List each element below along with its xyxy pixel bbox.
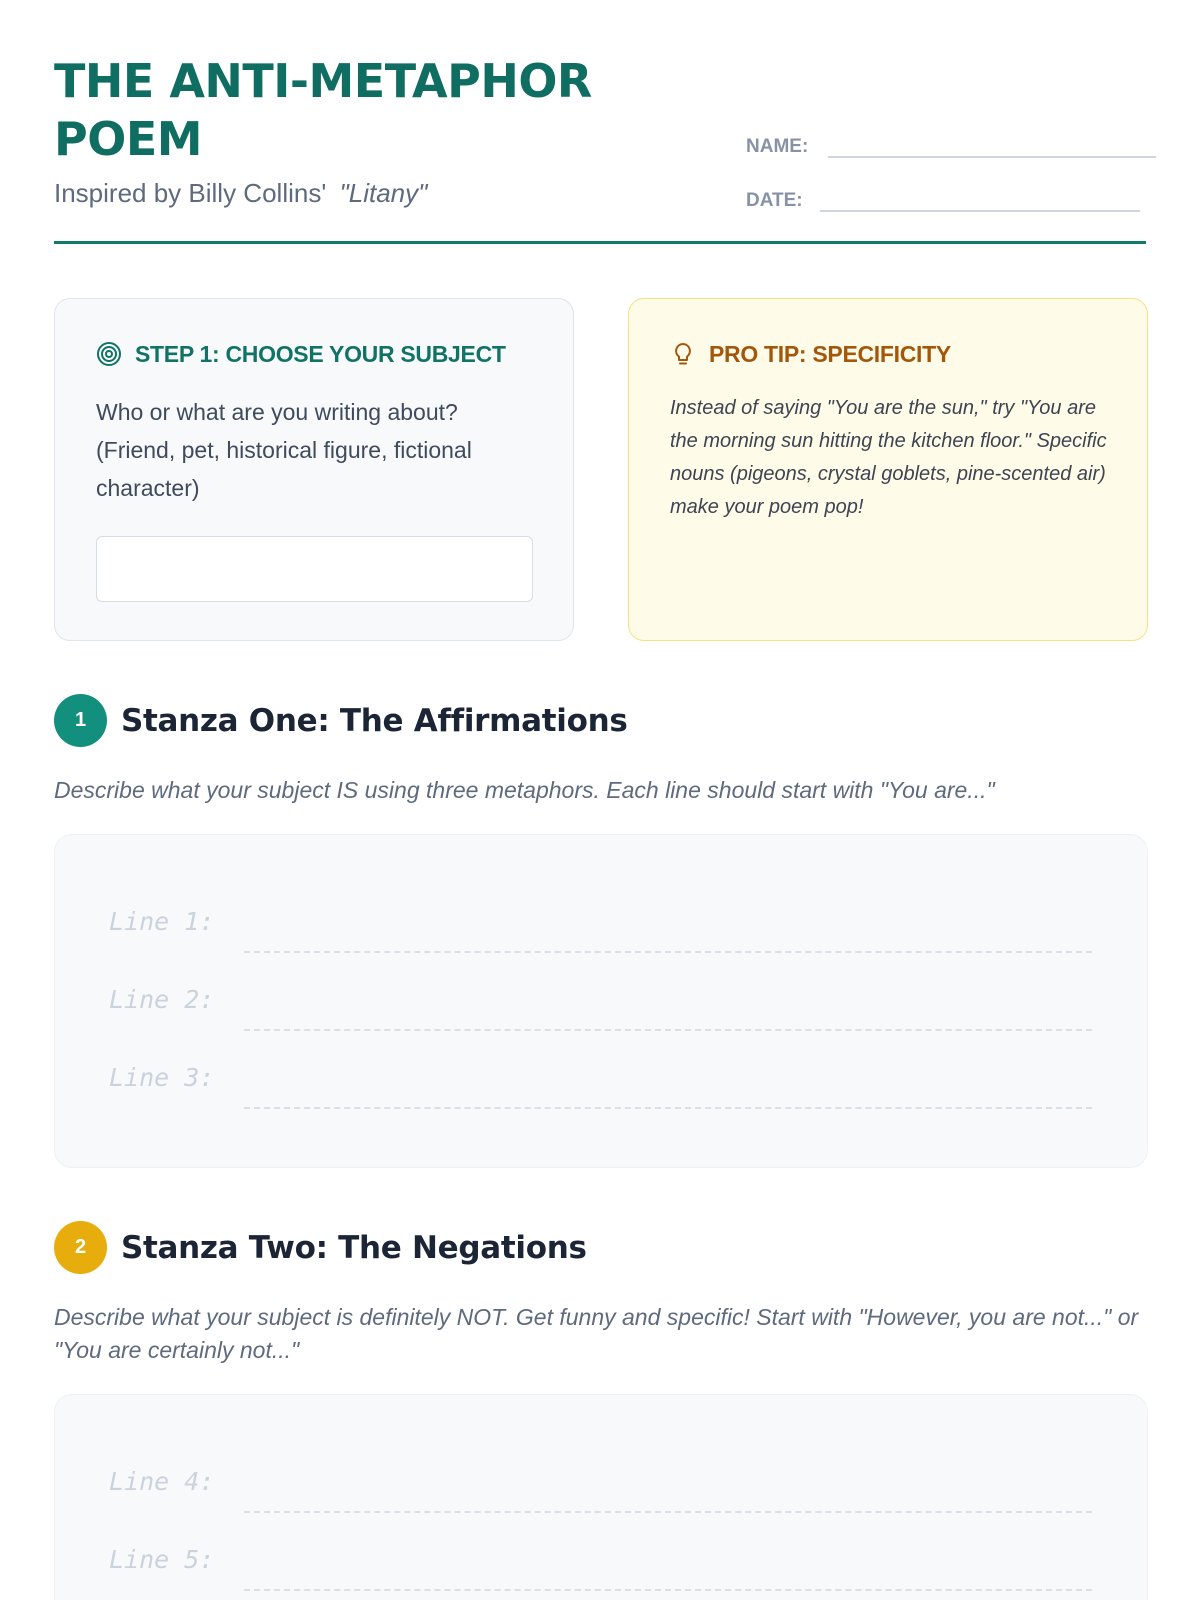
poem-line-blank[interactable]: [244, 1589, 1092, 1591]
poem-line-label: Line 2:: [109, 985, 215, 1014]
poem-line-label: Line 5:: [109, 1545, 215, 1574]
poem-line-blank[interactable]: [244, 1107, 1092, 1109]
poem-line-label: Line 4:: [109, 1467, 215, 1496]
poem-line-1: [109, 907, 1109, 967]
date-field[interactable]: [820, 178, 1140, 212]
stanza-two-header: [54, 1221, 587, 1274]
poem-line-5: [109, 1545, 1109, 1600]
subtitle-prefix: Inspired by Billy Collins': [54, 178, 327, 208]
poem-line-blank[interactable]: [244, 1029, 1092, 1031]
poem-line-3: [109, 1063, 1109, 1123]
poem-line-4: [109, 1467, 1109, 1527]
choose-subject-instructions: Who or what are you writing about? (Friend, pet, historical figure, fictional character): [96, 399, 472, 501]
name-field[interactable]: [828, 124, 1156, 158]
worksheet-header: [54, 0, 1146, 244]
stanza-one-title: Stanza One: The Affirmations: [121, 702, 628, 739]
poem-line-2: [109, 985, 1109, 1045]
poem-line-blank[interactable]: [244, 951, 1092, 953]
choose-subject-heading-text: STEP 1: CHOOSE YOUR SUBJECT: [135, 340, 506, 367]
choose-subject-card: [54, 298, 574, 641]
poem-line-blank[interactable]: [244, 1511, 1092, 1513]
name-field-row: [746, 124, 1156, 158]
lightbulb-icon: [670, 341, 696, 367]
title-line-2: POEM: [54, 112, 203, 166]
choose-subject-heading: [96, 339, 533, 369]
stanza-one-description: Describe what your subject IS using three metaphors. Each line should start with "You are...": [54, 777, 995, 803]
date-field-row: [746, 178, 1140, 212]
stanza-one-number-badge: 1: [54, 694, 107, 747]
target-icon: [96, 341, 122, 367]
name-label: NAME:: [746, 136, 809, 157]
pro-tip-text: Instead of saying "You are the sun," try "You are the morning sun hitting the kitchen floor." Specific nouns (pigeons, crystal goblets, pine-scented air) make your poem pop!: [670, 397, 1107, 518]
stanza-two-number-badge: 2: [54, 1221, 107, 1274]
stanza-two-title: Stanza Two: The Negations: [121, 1229, 587, 1266]
pro-tip-card: [628, 298, 1148, 641]
stanza-two-description: Describe what your subject is definitely NOT. Get funny and specific! Start with "However, you are not..." or "You are certainly not...": [54, 1304, 1139, 1363]
subtitle-poem-name: "Litany": [339, 178, 428, 208]
stanza-one-lines-box: [54, 834, 1148, 1168]
pro-tip-heading-text: PRO TIP: SPECIFICITY: [709, 340, 951, 367]
poem-line-label: Line 1:: [109, 907, 215, 936]
poem-line-label: Line 3:: [109, 1063, 215, 1092]
stanza-two-lines-box: [54, 1394, 1148, 1600]
pro-tip-heading: [670, 339, 1107, 369]
subject-input[interactable]: [96, 536, 533, 602]
stanza-one-header: [54, 694, 628, 747]
page-title: [54, 52, 674, 168]
page-subtitle: [54, 178, 427, 209]
date-label: DATE:: [746, 190, 803, 211]
title-line-1: THE ANTI-METAPHOR: [54, 54, 592, 108]
